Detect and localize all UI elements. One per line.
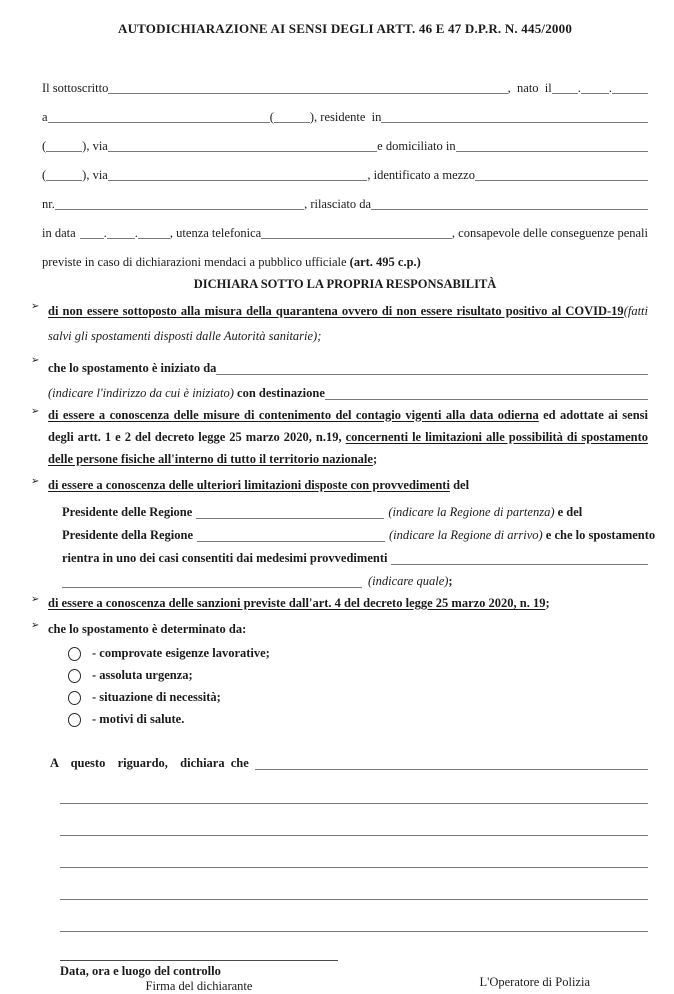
- blank-luogo-nascita[interactable]: [48, 112, 270, 123]
- radio-circle-icon[interactable]: [68, 647, 81, 661]
- blank-via-residenza[interactable]: [108, 141, 377, 152]
- date-sep-4: .: [134, 225, 138, 240]
- blank-provvedimenti-1[interactable]: [391, 554, 648, 565]
- reason-option-necessita[interactable]: [68, 687, 648, 709]
- text-ulteriori-limitazioni: di essere a conoscenza delle ulteriori limitazioni disposte con provvedimenti del: [48, 477, 470, 492]
- text-misure-contenimento: di essere a conoscenza delle misure di contenimento del contagio vigenti alla data odierna ed adottate ai sensi degli artt. 1 e 2 del decreto legge 25 marzo 2020, n.19, concernenti le limitazioni alle possibilità di spostamento delle persone fisiche all'interno di tutto il territorio nazionale;: [48, 407, 649, 466]
- text-sanzioni: di essere a conoscenza delle sanzioni previste dall'art. 4 del decreto legge 25 marzo 2020, n. 19;: [48, 595, 550, 610]
- label-via-2: ), via: [82, 167, 108, 182]
- date-sep-1: .: [577, 80, 581, 95]
- label-rientra: rientra in uno dei casi consentiti dai medesimi provvedimenti: [62, 551, 388, 565]
- arrowhead-bullet-icon: ➢: [31, 475, 40, 487]
- reason-label: - assoluta urgenza;: [92, 668, 193, 683]
- blank-nome[interactable]: [108, 83, 507, 94]
- blank-riga-2[interactable]: [60, 804, 648, 836]
- date-sep-3: .: [103, 225, 107, 240]
- blank-regione-arrivo[interactable]: [197, 531, 385, 542]
- label-e-del: e del: [554, 505, 583, 519]
- label-nato-il: , nato il: [507, 80, 552, 95]
- blank-comune-domicilio[interactable]: [456, 141, 648, 152]
- label-art-495: (art. 495 c.p.): [349, 254, 421, 269]
- blank-data-mese[interactable]: [107, 228, 135, 239]
- blank-rilasciato-da[interactable]: [371, 199, 648, 210]
- reason-label: - motivi di salute.: [92, 712, 185, 727]
- blank-provincia-domicilio[interactable]: [46, 170, 82, 181]
- reason-option-urgenza[interactable]: [68, 665, 648, 687]
- arrowhead-bullet-icon: ➢: [31, 405, 40, 417]
- blank-dichiara-che[interactable]: [255, 759, 648, 770]
- reason-options: [68, 643, 648, 731]
- bullet-ulteriori-limitazioni: [31, 474, 656, 588]
- blank-riga-4[interactable]: [60, 868, 648, 900]
- label-presidente-arrivo: Presidente della Regione: [62, 528, 193, 542]
- label-via-1: ), via: [82, 138, 108, 153]
- arrowhead-bullet-icon: ➢: [31, 300, 40, 312]
- blank-documento-nr[interactable]: [55, 199, 304, 210]
- bullet-quarantena: [31, 299, 648, 349]
- bullet-spostamento-inizio: [31, 353, 648, 400]
- label-e-che: e che lo spostamento: [542, 528, 656, 542]
- row-domicilio-via: [42, 152, 648, 181]
- label-operatore-polizia: L'Operatore di Polizia: [479, 974, 590, 989]
- section-heading: DICHIARA SOTTO LA PROPRIA RESPONSABILITÀ: [193, 277, 497, 291]
- form-title: AUTODICHIARAZIONE AI SENSI DEGLI ARTT. 46 E 47 D.P.R. N. 445/2000: [117, 21, 573, 36]
- blank-comune-residenza[interactable]: [381, 112, 648, 123]
- label-consapevole: , consapevole delle conseguenze penali: [451, 225, 648, 240]
- blank-regione-partenza[interactable]: [196, 508, 384, 519]
- blank-documento-tipo[interactable]: [475, 170, 648, 181]
- blank-provincia-residenza[interactable]: [46, 141, 82, 152]
- row-indicare-quale: [62, 565, 648, 588]
- blank-riga-3[interactable]: [60, 836, 648, 868]
- row-previste: [42, 239, 648, 268]
- label-previste: previste in caso di dichiarazioni mendaci a pubblico ufficiale: [42, 254, 350, 269]
- row-regione-arrivo: [62, 519, 656, 542]
- arrowhead-bullet-icon: ➢: [31, 593, 40, 605]
- text-determinato-da: che lo spostamento è determinato da:: [48, 621, 247, 636]
- label-indicare-quale: (indicare quale): [368, 574, 449, 588]
- label-nr: nr.: [42, 196, 55, 211]
- label-rilasciato: , rilasciato da: [304, 196, 372, 211]
- blank-nato-anno[interactable]: [612, 83, 648, 94]
- paren-open-3: (: [42, 167, 47, 182]
- label-indicare-arrivo: (indicare la Regione di arrivo): [389, 528, 543, 542]
- label-a: a: [42, 109, 48, 124]
- blank-nato-mese[interactable]: [581, 83, 609, 94]
- row-luogo-nascita: [42, 94, 648, 123]
- row-sottoscritto: [42, 65, 648, 94]
- label-residente: ), residente in: [309, 109, 382, 124]
- label-indicare-partenza: (indicare la Regione di partenza): [388, 505, 555, 519]
- row-iniziato-da: [48, 353, 648, 375]
- bullet-misure-contenimento: [31, 404, 648, 470]
- bullet-motivo-spostamento: [31, 618, 648, 731]
- blank-nato-giorno[interactable]: [552, 83, 578, 94]
- signature-area: [42, 960, 648, 994]
- row-dichiara-che: [50, 740, 648, 770]
- label-data-ora-luogo: Data, ora e luogo del controllo: [60, 963, 221, 978]
- blank-provincia-nascita[interactable]: [274, 112, 310, 123]
- radio-circle-icon[interactable]: [68, 713, 81, 727]
- row-data-utenza: [42, 210, 648, 239]
- reason-option-salute[interactable]: [68, 709, 648, 731]
- label-utenza: , utenza telefonica: [169, 225, 262, 240]
- reason-label: - situazione di necessità;: [92, 690, 221, 705]
- blank-provvedimenti-2[interactable]: [62, 577, 362, 588]
- blank-firma-controllo[interactable]: [60, 960, 338, 961]
- paren-open-1: (: [269, 109, 274, 124]
- row-destinazione: [48, 375, 648, 400]
- label-destinazione: con destinazione: [233, 386, 325, 400]
- blank-riga-5[interactable]: [60, 900, 648, 932]
- blank-destinazione[interactable]: [325, 389, 648, 400]
- bullet-sanzioni: [31, 592, 648, 614]
- text-quarantena: di non essere sottoposto alla misura della quarantena ovvero di non essere risultato positivo al COVID-19(fatti salvi gli spostamenti disposti dalle Autorità sanitarie);: [48, 303, 648, 343]
- blank-utenza-telefonica[interactable]: [261, 228, 452, 239]
- label-in-data: in data: [42, 225, 76, 240]
- reason-option-lavorative[interactable]: [68, 643, 648, 665]
- blank-via-domicilio[interactable]: [108, 170, 368, 181]
- arrowhead-bullet-icon: ➢: [31, 619, 40, 631]
- label-quale-tail: ;: [448, 574, 453, 588]
- row-rientra-casi: [62, 542, 648, 565]
- row-documento: [42, 181, 648, 210]
- arrowhead-bullet-icon: ➢: [31, 354, 40, 366]
- label-indicare-indirizzo: (indicare l'indirizzo da cui è iniziato): [48, 386, 234, 400]
- blank-iniziato-da[interactable]: [216, 364, 648, 375]
- reason-label: - comprovate esigenze lavorative;: [92, 646, 270, 661]
- label-sottoscritto: Il sottoscritto: [42, 80, 109, 95]
- radio-circle-icon[interactable]: [68, 669, 81, 683]
- blank-data-giorno[interactable]: [80, 228, 104, 239]
- label-firma-dichiarante: Firma del dichiarante: [145, 978, 253, 993]
- label-iniziato-da: che lo spostamento è iniziato da: [48, 361, 217, 375]
- date-sep-2: .: [608, 80, 612, 95]
- paren-open-2: (: [42, 138, 47, 153]
- label-presidente-partenza: Presidente delle Regione: [62, 505, 193, 519]
- label-identificato: , identificato a mezzo: [367, 167, 475, 182]
- row-regione-partenza: [62, 496, 648, 519]
- blank-riga-1[interactable]: [60, 772, 648, 804]
- radio-circle-icon[interactable]: [68, 691, 81, 705]
- label-domiciliato: e domiciliato in: [377, 138, 456, 153]
- label-dichiara-che: A questo riguardo, dichiara che: [50, 756, 249, 770]
- blank-data-anno[interactable]: [138, 228, 170, 239]
- row-residenza-via: [42, 123, 648, 152]
